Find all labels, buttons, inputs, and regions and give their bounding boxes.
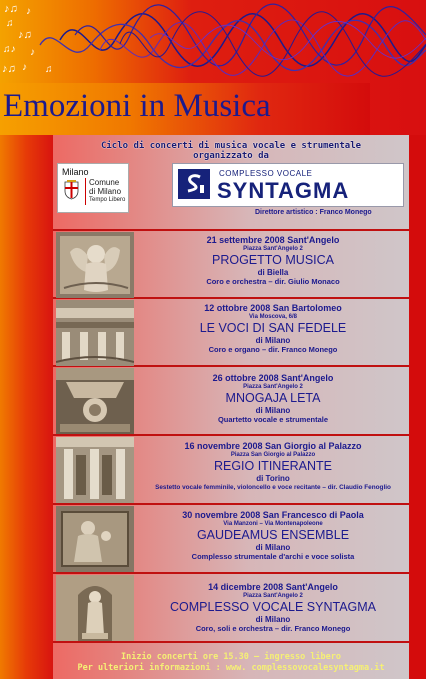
- comune-milano-logo: [57, 163, 129, 213]
- svg-text:♪: ♪: [30, 47, 35, 58]
- carved-cornice-photo: [56, 368, 134, 434]
- saint-statue-niche-photo: [56, 575, 134, 641]
- concert-date: 14 dicembre 2008 Sant'Angelo: [208, 582, 338, 592]
- concert-title: GAUDEAMUS ENSEMBLE: [196, 528, 350, 542]
- concert-city: di Biella: [257, 268, 289, 277]
- music-waves-graphic: [0, 0, 426, 95]
- concert-2: [138, 303, 408, 355]
- svg-text:♪: ♪: [22, 62, 27, 73]
- angel-relief-photo: [56, 232, 134, 298]
- concert-city: di Milano: [255, 615, 291, 624]
- svg-text:♪♫: ♪♫: [18, 29, 32, 41]
- milano-logo-line2: di Milano: [89, 187, 122, 196]
- concert-date: 16 novembre 2008 San Giorgio al Palazzo: [184, 441, 362, 451]
- footer-line1: Inizio concerti ore 15.30 – ingresso libero: [120, 652, 342, 662]
- concert-desc: Coro e orchestra – dir. Giulio Monaco: [206, 277, 340, 286]
- page-title: Emozioni in Musica: [3, 88, 271, 124]
- crest-icon: [64, 180, 79, 200]
- svg-text:♪: ♪: [26, 6, 31, 17]
- subtitle-line1: Ciclo di concerti di musica vocale e strumentale: [100, 141, 362, 151]
- concert-title: MNOGAJA LETA: [225, 391, 321, 405]
- concert-1: [138, 235, 408, 287]
- concert-desc: Coro, soli e orchestra – dir. Franco Monego: [195, 624, 351, 633]
- svg-text:♪♫: ♪♫: [2, 63, 16, 75]
- concert-date: 30 novembre 2008 San Francesco di Paola: [182, 510, 364, 520]
- concert-city: di Torino: [256, 474, 290, 483]
- separator: [53, 434, 409, 436]
- left-border: [0, 135, 53, 679]
- concert-desc: Sestetto vocale femminile, violoncello e voce recitante – dir. Claudio Fenoglio: [155, 484, 391, 491]
- concert-title: COMPLESSO VOCALE SYNTAGMA: [169, 600, 377, 614]
- palazzo-columns-photo: [56, 437, 134, 503]
- milano-logo-city: Milano: [62, 167, 89, 177]
- syntagma-logo: [172, 163, 404, 207]
- subtitle-line2: organizzato da: [193, 151, 269, 161]
- concert-address: Via Moscova, 6/8: [249, 314, 297, 320]
- ornate-frieze-photo: [56, 300, 134, 366]
- concert-city: di Milano: [255, 543, 291, 552]
- syntagma-icon: [178, 169, 210, 199]
- svg-text:♪♫: ♪♫: [4, 3, 18, 15]
- concert-date: 12 ottobre 2008 San Bartolomeo: [204, 303, 342, 313]
- concert-city: di Milano: [255, 406, 291, 415]
- svg-text:♫: ♫: [45, 64, 53, 75]
- milano-logo-line1: Comune: [89, 178, 120, 187]
- concert-date: 21 settembre 2008 Sant'Angelo: [206, 235, 340, 245]
- separator: [53, 229, 409, 231]
- syntagma-logo-small: COMPLESSO VOCALE: [219, 169, 313, 178]
- footer-website-link[interactable]: Per ulteriori informazioni : www. complessovocalesyntagma.it: [77, 663, 385, 673]
- syntagma-logo-big: SYNTAGMA: [217, 178, 350, 203]
- madonna-relief-photo: [56, 506, 134, 572]
- concert-date: 26 ottobre 2008 Sant'Angelo: [212, 373, 334, 383]
- concert-title: LE VOCI DI SAN FEDELE: [199, 321, 347, 335]
- concert-6: [138, 582, 408, 634]
- right-border: [409, 135, 426, 679]
- separator: [53, 641, 409, 643]
- concert-address: Piazza Sant'Angelo 2: [243, 246, 303, 252]
- concert-address: Piazza Sant'Angelo 2: [243, 593, 303, 599]
- concert-3: [138, 373, 408, 425]
- concert-desc: Quartetto vocale e strumentale: [217, 415, 329, 424]
- artistic-director: Direttore artistico : Franco Monego: [255, 209, 372, 216]
- separator: [53, 503, 409, 505]
- concert-desc: Coro e organo – dir. Franco Monego: [208, 345, 338, 354]
- milano-logo-line3: Tempo Libero: [89, 197, 126, 203]
- separator: [53, 572, 409, 574]
- concert-address: Piazza Sant'Angelo 2: [243, 384, 303, 390]
- concert-address: Piazza San Giorgio al Palazzo: [230, 452, 316, 458]
- header-graphic: [0, 0, 426, 95]
- concert-5: [138, 510, 408, 562]
- footer: [53, 652, 409, 674]
- milano-logo-text: [85, 178, 125, 205]
- concert-address: Via Manzoni – Via Montenapoleone: [223, 521, 323, 527]
- concert-title: REGIO ITINERANTE: [213, 459, 333, 473]
- svg-text:♫: ♫: [6, 18, 14, 29]
- concert-title: PROGETTO MUSICA: [211, 253, 334, 267]
- concert-4: [138, 441, 408, 493]
- concert-desc: Complesso strumentale d'archi e voce solista: [191, 552, 355, 561]
- concert-city: di Milano: [255, 336, 291, 345]
- svg-text:♫♪: ♫♪: [3, 44, 16, 55]
